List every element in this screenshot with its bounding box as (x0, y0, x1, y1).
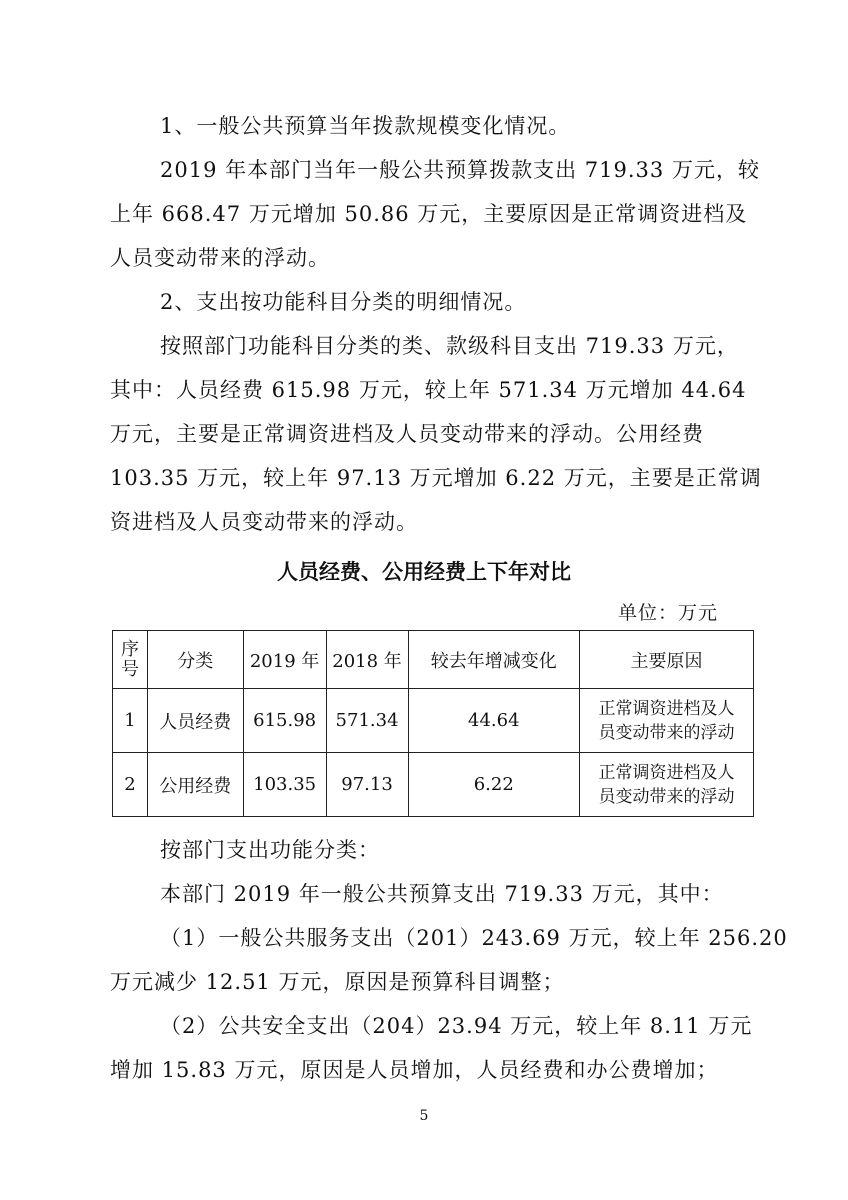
header-change: 较去年增减变化 (408, 631, 580, 689)
section3-line: 按部门支出功能分类： (160, 838, 380, 862)
header-reason: 主要原因 (580, 631, 754, 689)
header-index: 序号 (113, 631, 148, 689)
cell-2019: 615.98 (243, 689, 326, 753)
header-2018: 2018 年 (326, 631, 408, 689)
section2-line: 万元，主要是正常调资进档及人员变动带来的浮动。公用经费 (110, 422, 704, 446)
section2-line: 其中：人员经费 615.98 万元，较上年 571.34 万元增加 44.64 (110, 378, 747, 402)
cell-change: 44.64 (408, 689, 580, 753)
section2-line: 资进档及人员变动带来的浮动。 (110, 510, 418, 534)
table-header-row (113, 631, 754, 689)
table-row (113, 689, 754, 753)
section1-line: 上年 668.47 万元增加 50.86 万元，主要原因是正常调资进档及 (110, 202, 748, 226)
section1-line: 2019 年本部门当年一般公共预算拨款支出 719.33 万元，较 (160, 158, 760, 182)
cell-index: 2 (113, 753, 148, 817)
cell-index: 1 (113, 689, 148, 753)
section1 (110, 104, 760, 280)
cell-2018: 97.13 (326, 753, 408, 817)
section1-line: 人员变动带来的浮动。 (110, 246, 330, 270)
section2-line: 按照部门功能科目分类的类、款级科目支出 719.33 万元， (160, 334, 739, 358)
header-2019: 2019 年 (243, 631, 326, 689)
section3-line: 万元减少 12.51 万元，原因是预算科目调整； (110, 970, 565, 994)
cell-reason: 正常调资进档及人员变动带来的浮动 (580, 753, 754, 817)
comparison-table (112, 630, 754, 817)
cell-reason: 正常调资进档及人员变动带来的浮动 (580, 689, 754, 753)
section3-line: 本部门 2019 年一般公共预算支出 719.33 万元，其中： (160, 882, 724, 906)
table-row (113, 753, 754, 817)
cell-2018: 571.34 (326, 689, 408, 753)
cell-category: 人员经费 (147, 689, 243, 753)
section2-line: 103.35 万元，较上年 97.13 万元增加 6.22 万元，主要是正常调 (110, 466, 762, 490)
section3-line: （2）公共安全支出（204）23.94 万元，较上年 8.11 万元 (160, 1014, 753, 1038)
table-title: 人员经费、公用经费上下年对比 (277, 560, 571, 584)
cell-2019: 103.35 (243, 753, 326, 817)
section2 (110, 280, 762, 544)
header-category: 分类 (147, 631, 243, 689)
cell-change: 6.22 (408, 753, 580, 817)
page-number: 5 (419, 1108, 429, 1124)
section3 (110, 828, 788, 1092)
table-unit: 单位：万元 (618, 602, 719, 624)
section3-line: 增加 15.83 万元，原因是人员增加，人员经费和办公费增加； (110, 1058, 719, 1082)
section1-heading: 1、一般公共预算当年拨款规模变化情况。 (160, 114, 571, 138)
cell-category: 公用经费 (147, 753, 243, 817)
section3-line: （1）一般公共服务支出（201）243.69 万元，较上年 256.20 (160, 926, 788, 950)
section2-heading: 2、支出按功能科目分类的明细情况。 (160, 290, 527, 314)
